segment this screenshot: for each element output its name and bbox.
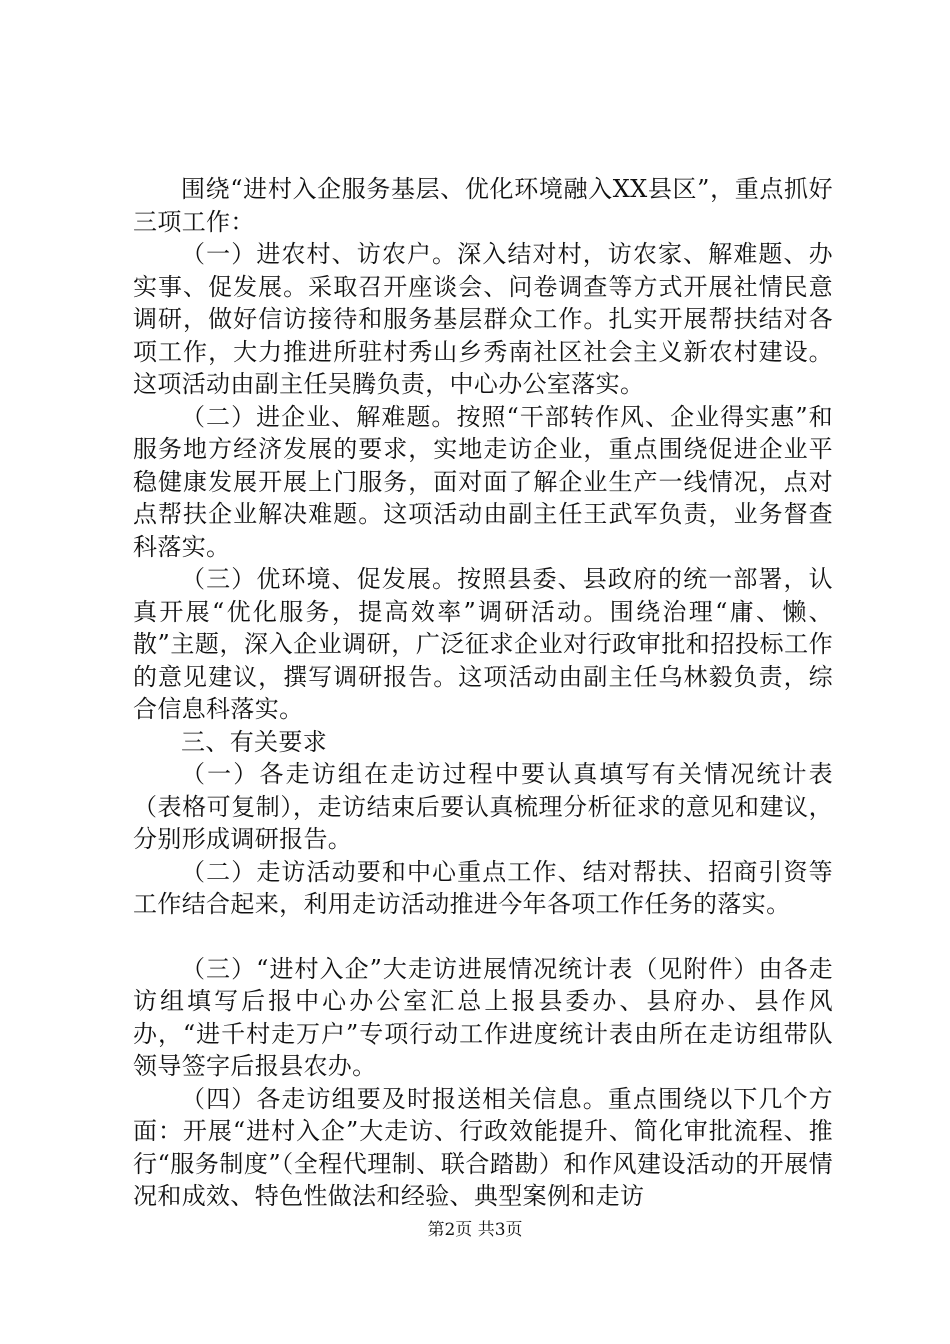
paragraph-item-2: （二）进企业、解难题。按照“干部转作风、企业得实惠”和服务地方经济发展的要求，实地走访企业，重点围绕促进企业平稳健康发展开展上门服务，面对面了解企业生产一线情况，点对点帮扶企业解决难题。这项活动由副主任王武军负责，业务督查科落实。 bbox=[133, 402, 833, 561]
document-body bbox=[133, 173, 833, 1213]
paragraph-requirement-4: （四）各走访组要及时报送相关信息。重点围绕以下几个方面：开展“进村入企”大走访、行政效能提升、简化审批流程、推行“服务制度”（全程代理制、联合踏勘）和作风建设活动的开展情况和成效、特色性做法和经验、典型案例和走访 bbox=[133, 1084, 833, 1210]
section-heading-requirements: 三、有关要求 bbox=[181, 727, 328, 756]
paragraph-requirement-1: （一）各走访组在走访过程中要认真填写有关情况统计表（表格可复制），走访结束后要认真梳理分析征求的意见和建议，分别形成调研报告。 bbox=[133, 760, 833, 853]
paragraph-requirement-3: （三）“进村入企”大走访进展情况统计表（见附件）由各走访组填写后报中心办公室汇总上报县委办、县府办、县作风办，“进千村走万户”专项行动工作进度统计表由所在走访组带队领导签字后报县农办。 bbox=[133, 954, 833, 1080]
paragraph-item-3: （三）优环境、促发展。按照县委、县政府的统一部署，认真开展“优化服务，提高效率”调研活动。围绕治理“庸、懒、散”主题，深入企业调研，广泛征求企业对行政审批和招投标工作的意见建议，撰写调研报告。这项活动由副主任乌林毅负责，综合信息科落实。 bbox=[133, 565, 833, 723]
paragraph-intro: 围绕“进村入企服务基层、优化环境融入XX县区”，重点抓好三项工作： bbox=[133, 175, 833, 236]
paragraph-requirement-2: （二）走访活动要和中心重点工作、结对帮扶、招商引资等工作结合起来，利用走访活动推进今年各项工作任务的落实。 bbox=[133, 857, 833, 918]
page-number-footer: 第2页 共3页 bbox=[427, 1220, 523, 1240]
paragraph-item-1: （一）进农村、访农户。深入结对村，访农家、解难题、办实事、促发展。采取召开座谈会、问卷调查等方式开展社情民意调研，做好信访接待和服务基层群众工作。扎实开展帮扶结对各项工作，大力推进所驻村秀山乡秀南社区社会主义新农村建设。这项活动由副主任吴腾负责，中心办公室落实。 bbox=[133, 240, 833, 398]
